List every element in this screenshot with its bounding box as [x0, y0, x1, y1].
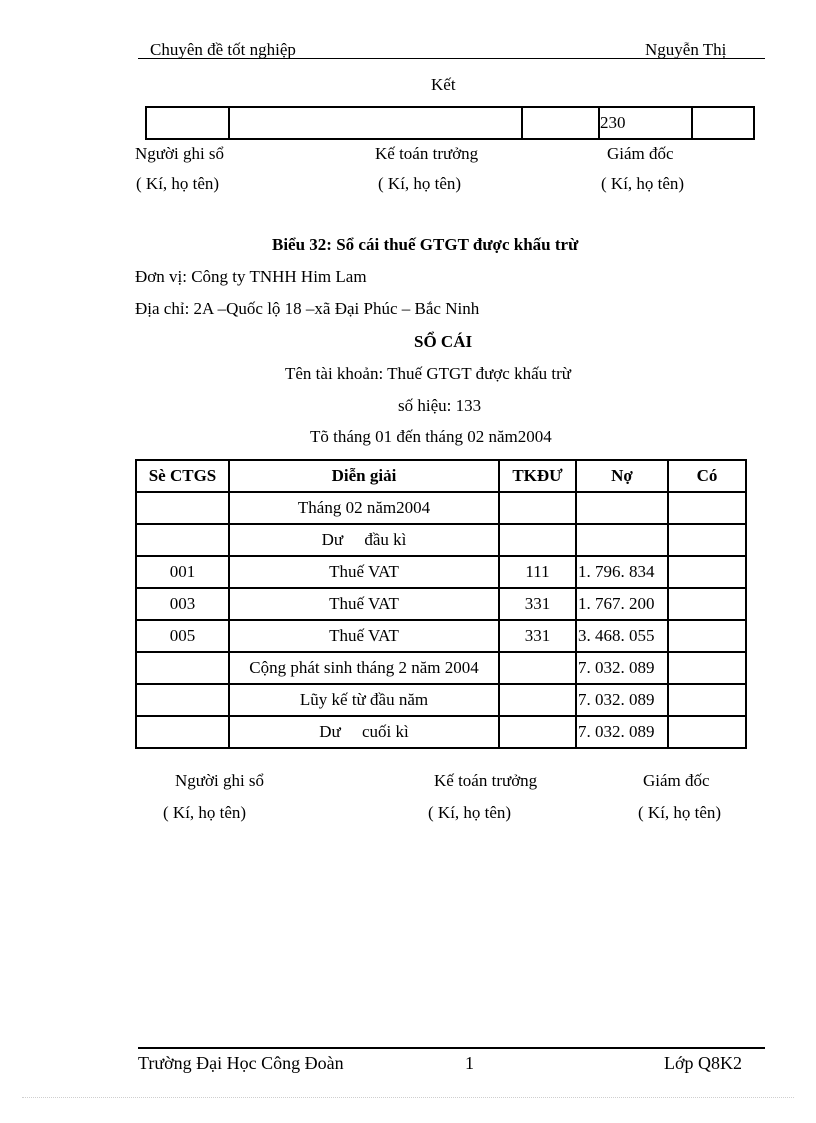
- table-cell: 005: [136, 620, 229, 652]
- column-header: TKĐƯ: [499, 460, 576, 492]
- recorder-sign-note: ( Kí, họ tên): [163, 803, 247, 822]
- director-sign-note: ( Kí, họ tên): [638, 803, 722, 822]
- top-table-title: Kết: [431, 75, 456, 94]
- table-cell: 001: [136, 556, 229, 588]
- table-cell: Tháng 02 năm2004: [229, 492, 499, 524]
- table-cell: [499, 716, 576, 748]
- table-cell: [499, 492, 576, 524]
- table-cell: 7. 032. 089: [576, 652, 668, 684]
- table-header-row: [136, 460, 746, 492]
- column-header: Có: [668, 460, 746, 492]
- header-divider: [138, 58, 765, 59]
- table-row: [146, 107, 754, 139]
- footer-school: Trường Đại Học Công Đoàn: [138, 1053, 344, 1073]
- table-cell: [499, 652, 576, 684]
- table-row: [136, 524, 746, 556]
- table-cell: 7. 032. 089: [576, 684, 668, 716]
- table-row: [136, 588, 746, 620]
- table-cell: 3. 468. 055: [576, 620, 668, 652]
- table-cell: [668, 492, 746, 524]
- top-continued-table: [145, 106, 755, 140]
- ledger-heading: Biểu 32: Sổ cái thuế GTGT được khấu trừ: [272, 235, 579, 254]
- table-cell: Thuế VAT: [229, 620, 499, 652]
- header-right-text: Nguyễn Thị: [645, 40, 727, 59]
- table-cell: Thuế VAT: [229, 556, 499, 588]
- table-cell: 111: [499, 556, 576, 588]
- director-label: Giám đốc: [607, 144, 674, 163]
- table-cell: 1. 767. 200: [576, 588, 668, 620]
- table-row: [136, 556, 746, 588]
- recorder-label: Người ghi sổ: [175, 771, 265, 790]
- table-cell: 1. 796. 834: [576, 556, 668, 588]
- footer-divider: [138, 1047, 765, 1049]
- table-cell: [668, 524, 746, 556]
- account-number: số hiệu: 133: [398, 396, 482, 415]
- company-address: Địa chỉ: 2A –Quốc lộ 18 –xã Đại Phúc – Bắc Ninh: [135, 299, 480, 318]
- table-cell: 003: [136, 588, 229, 620]
- table-cell: 331: [499, 588, 576, 620]
- table-cell: [136, 684, 229, 716]
- table-cell: [668, 652, 746, 684]
- chief-accountant-sign-note: ( Kí, họ tên): [378, 174, 462, 193]
- table-cell: 230: [599, 107, 692, 139]
- book-title: SỔ CÁI: [414, 332, 473, 351]
- table-row: [136, 620, 746, 652]
- table-row: [136, 716, 746, 748]
- chief-accountant-label: Kế toán trưởng: [434, 771, 538, 790]
- header-left-text: Chuyên đề tốt nghiệp: [150, 40, 296, 59]
- account-name: Tên tài khoản: Thuế GTGT được khấu trừ: [285, 364, 571, 383]
- table-row: [136, 492, 746, 524]
- page-number: 1: [465, 1053, 474, 1073]
- table-cell: [668, 620, 746, 652]
- column-header: Nợ: [576, 460, 668, 492]
- table-cell: Dư đầu kì: [229, 524, 499, 556]
- table-cell: [146, 107, 229, 139]
- table-cell: 331: [499, 620, 576, 652]
- ledger-table: [135, 459, 747, 749]
- table-cell: [668, 588, 746, 620]
- table-cell: [668, 684, 746, 716]
- chief-accountant-label: Kế toán trưởng: [375, 144, 479, 163]
- recorder-label: Người ghi sổ: [135, 144, 225, 163]
- table-cell: [499, 684, 576, 716]
- table-cell: [136, 524, 229, 556]
- table-row: [136, 684, 746, 716]
- table-cell: Lũy kế từ đầu năm: [229, 684, 499, 716]
- table-cell: [229, 107, 522, 139]
- director-sign-note: ( Kí, họ tên): [601, 174, 685, 193]
- table-cell: [522, 107, 599, 139]
- column-header: Diễn giải: [229, 460, 499, 492]
- table-cell: Thuế VAT: [229, 588, 499, 620]
- table-cell: [576, 492, 668, 524]
- company-unit: Đơn vị: Công ty TNHH Him Lam: [135, 267, 367, 286]
- table-cell: [668, 716, 746, 748]
- recorder-sign-note: ( Kí, họ tên): [136, 174, 220, 193]
- table-cell: [499, 524, 576, 556]
- table-cell: Dư cuối kì: [229, 716, 499, 748]
- chief-accountant-sign-note: ( Kí, họ tên): [428, 803, 512, 822]
- table-cell: 7. 032. 089: [576, 716, 668, 748]
- table-cell: [692, 107, 754, 139]
- table-cell: [136, 652, 229, 684]
- table-cell: [136, 716, 229, 748]
- director-label: Giám đốc: [643, 771, 710, 790]
- ledger-period: Tõ tháng 01 đến tháng 02 năm2004: [310, 427, 552, 446]
- table-cell: Cộng phát sinh tháng 2 năm 2004: [229, 652, 499, 684]
- table-cell: [668, 556, 746, 588]
- table-cell: [136, 492, 229, 524]
- page-bottom-edge: [22, 1097, 794, 1098]
- footer-class: Lớp Q8K2: [664, 1053, 743, 1073]
- column-header: Sè CTGS: [136, 460, 229, 492]
- table-cell: [576, 524, 668, 556]
- table-row: [136, 652, 746, 684]
